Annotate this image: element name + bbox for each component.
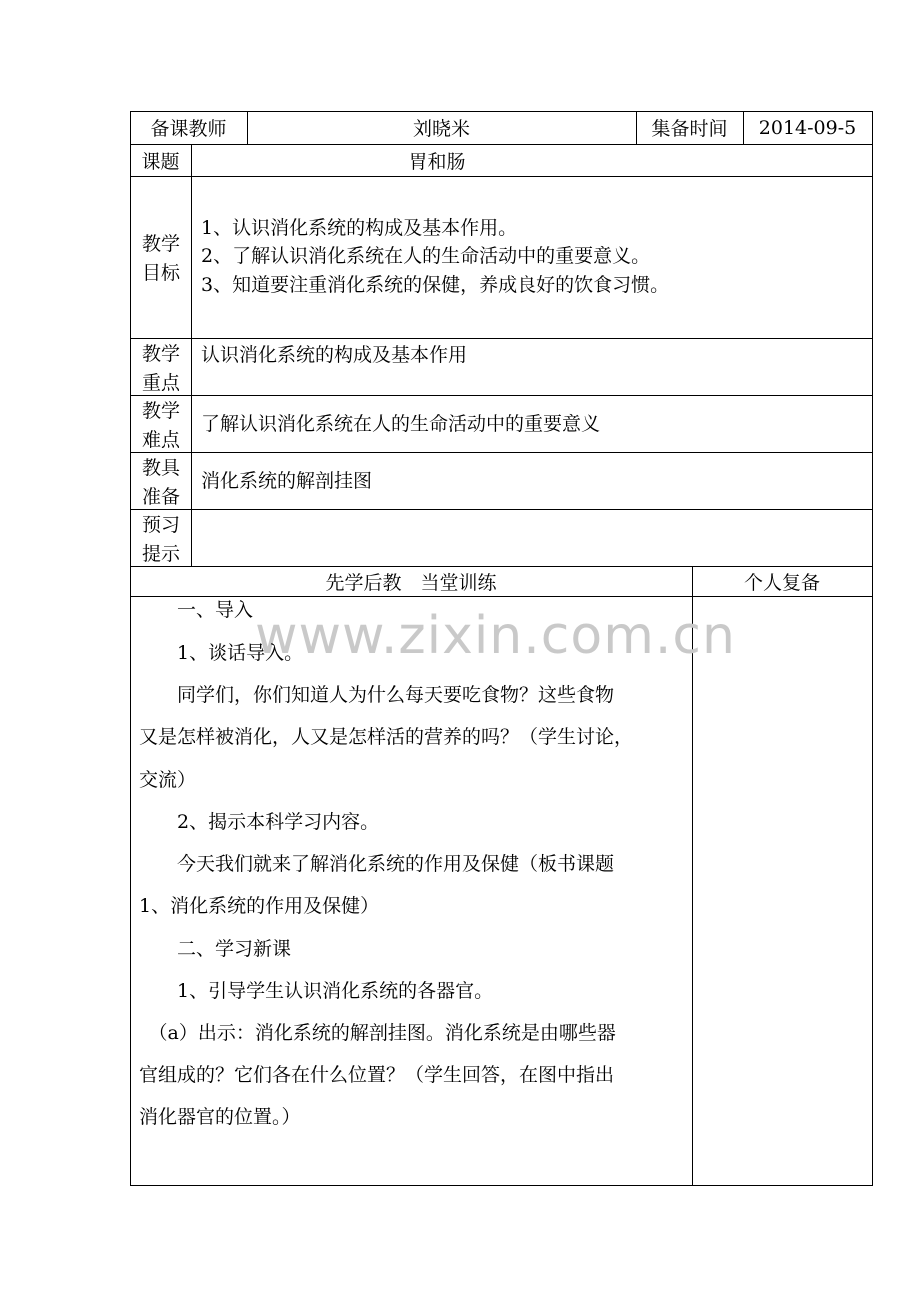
materials-value: 消化系统的解剖挂图	[201, 470, 373, 492]
teacher-label: 备课教师	[150, 118, 227, 140]
section-header-left: 先学后教 当堂训练	[325, 571, 497, 594]
col-divider	[191, 144, 192, 566]
prep-date: 2014-09-5	[758, 116, 857, 139]
body-line: （a）出示：消化系统的解剖挂图。消化系统是由哪些器	[139, 1022, 616, 1044]
difficulties-label-line1: 教学	[141, 400, 180, 422]
row-divider	[130, 509, 873, 510]
time-label: 集备时间	[651, 118, 728, 140]
difficulties-label-line2: 难点	[141, 429, 180, 451]
objectives-label-line2: 目标	[141, 262, 180, 284]
body-line: 2、揭示本科学习内容。	[139, 811, 380, 833]
body-line: 又是怎样被消化，人又是怎样活的营养的吗？（学生讨论，	[139, 726, 634, 748]
teacher-name: 刘晓米	[412, 118, 470, 140]
row-divider	[130, 452, 873, 453]
difficulties-label	[137, 397, 185, 455]
table-border-bottom	[130, 1185, 873, 1186]
section-header-right: 个人复备	[743, 571, 820, 594]
materials-label-line1: 教具	[141, 457, 180, 479]
key-points-label-line1: 教学	[141, 343, 180, 365]
row-divider	[130, 176, 873, 177]
body-line: 同学们，你们知道人为什么每天要吃食物？这些食物	[139, 684, 615, 706]
objective-item: 2、了解认识消化系统在人的生命活动中的重要意义。	[201, 245, 651, 267]
key-points-label-line2: 重点	[141, 372, 180, 394]
body-line: 1、引导学生认识消化系统的各器官。	[139, 980, 494, 1002]
body-line: 1、谈话导入。	[139, 642, 304, 664]
body-line: 1、消化系统的作用及保健）	[139, 895, 380, 917]
difficulties-value: 了解认识消化系统在人的生命活动中的重要意义	[201, 413, 601, 435]
table-border-left	[130, 111, 131, 1186]
topic-value: 胃和肠	[408, 150, 466, 173]
body-line: 一、导入	[139, 599, 254, 621]
preview-label-line1: 预习	[141, 514, 180, 536]
site-watermark: www.zixin.com.cn	[255, 606, 736, 666]
key-points-label	[137, 340, 185, 398]
preview-label-line2: 提示	[141, 543, 180, 565]
body-line: 二、学习新课	[139, 938, 292, 960]
objectives-label	[137, 230, 185, 288]
materials-label	[137, 454, 185, 512]
body-line: 今天我们就来了解消化系统的作用及保健（板书课题	[139, 853, 615, 875]
body-line: 消化器官的位置。）	[139, 1106, 301, 1128]
topic-label: 课题	[141, 150, 180, 173]
row-divider	[130, 395, 873, 396]
table-border-right	[872, 111, 873, 1186]
objective-item: 1、认识消化系统的构成及基本作用。	[201, 217, 518, 239]
body-line: 官组成的？它们各在什么位置？（学生回答，在图中指出	[139, 1064, 615, 1086]
materials-label-line2: 准备	[141, 486, 180, 508]
row-divider	[130, 596, 873, 597]
key-points-value: 认识消化系统的构成及基本作用	[201, 344, 468, 366]
preview-label	[137, 511, 185, 569]
body-line: 交流）	[139, 769, 197, 791]
objective-item: 3、知道要注重消化系统的保健，养成良好的饮食习惯。	[201, 274, 670, 296]
objectives-label-line1: 教学	[141, 233, 180, 255]
row-divider	[130, 338, 873, 339]
